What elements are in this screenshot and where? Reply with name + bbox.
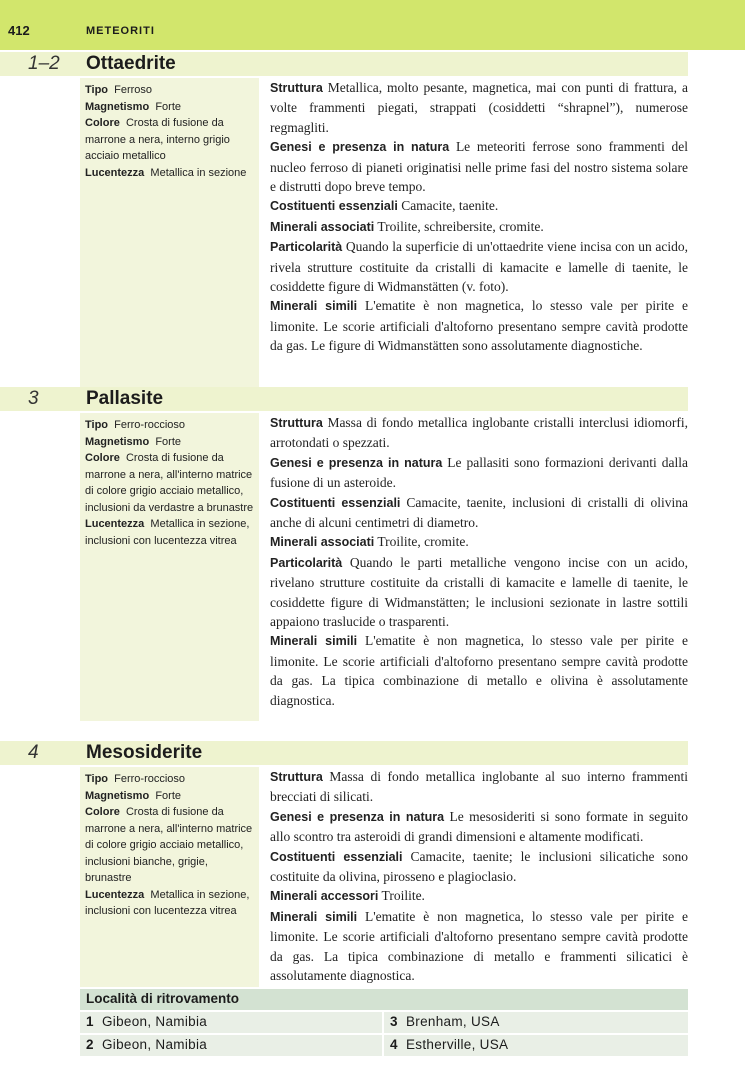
desc-particolarita: Particolarità Quando la superficie di un'ottaedrite viene incisa con un acido, rivela strutture costituite da cristalli di kamacite e lamelle di taenite, le cosiddette figure di Widmanstätten (v. foto). [270,239,688,295]
localities-heading: Località di ritrovamento [80,989,688,1010]
desc-minerali-simili: Minerali simili L'ematite è non magnetica, lo stesso vale per pirite e limonite. Le scorie artificiali d'altoforno presentano sempre cavità prodotte da gas. La tipica combinazione di metallo e olivina è assolutamente diagnostica. [270,633,689,708]
prop-magnetismo: Magnetismo Forte [85,435,181,448]
localities-row [80,1035,688,1056]
prop-magnetismo: Magnetismo Forte [85,789,181,802]
desc-minerali-associati: Minerali associati Troilite, schreibersite, cromite. [270,218,544,234]
desc-particolarita: Particolarità Quando le parti metalliche vengono incise con un acido, rivelano strutture costituite da cristalli di kamacite e lamelle di taenite, le cosiddette figure di Widmanstätten; le inclusioni sezionate in lastre sottili appaiono traslucide o trasparenti. [270,554,689,630]
desc-genesi: Genesi e presenza in natura Le pallasiti sono formazioni derivanti dalla fusione di un asteroide. [270,454,688,491]
desc-minerali-simili: Minerali simili L'ematite è non magnetica, lo stesso vale per pirite e limonite. Le scorie artificiali d'altoforno presentano sempre cavità prodotte da gas. Le figure di Widmanstätten sono assolutamente diagnostiche. [270,298,689,354]
desc-minerali-associati: Minerali associati Troilite, cromite. [270,534,469,550]
description [270,767,688,985]
section-header [0,741,688,765]
desc-costituenti: Costituenti essenziali Camacite, taenite, inclusioni di cristalli di olivina anche di alcuni centimetri di diametro. [270,494,688,531]
running-title: METEORITI [86,25,155,37]
desc-struttura: Struttura Metallica, molto pesante, magnetica, mai con punti di frattura, a volte frammenti piegati, strappati (cosiddetti “shrapnel”), numerose regmagliti. [270,80,688,135]
desc-minerali-accessori: Minerali accessori Troilite. [270,888,425,904]
locality-item: 4 Estherville, USA [384,1035,688,1056]
description [270,78,688,356]
prop-magnetismo: Magnetismo Forte [85,100,181,113]
running-header [0,0,745,50]
prop-lucentezza: Lucentezza Metallica in sezione [85,166,247,179]
section-header [0,387,688,411]
desc-struttura: Struttura Massa di fondo metallica inglobante cristalli interclusi idiomorfi, arrotondati o spezzati. [270,415,689,451]
locality-item: 1 Gibeon, Namibia [80,1012,382,1033]
description [270,413,688,710]
section-number: 4 [28,742,39,763]
desc-costituenti: Costituenti essenziali Camacite, taenite. [270,198,499,214]
prop-lucentezza: Lucentezza Metallica in sezione, inclusioni con lucentezza vitrea [85,888,250,917]
prop-tipo: Tipo Ferro-roccioso [85,419,186,431]
section-title: Mesosiderite [86,742,203,763]
prop-tipo: Tipo Ferro-roccioso [85,773,186,785]
desc-genesi: Genesi e presenza in natura Le meteoriti ferrose sono frammenti del nucleo ferroso di pianeti originatisi nelle prime fasi del nostro sistema solare e distrutti dopo breve tempo. [270,139,688,195]
page-number: 412 [8,23,30,38]
locality-item: 3 Brenham, USA [384,1012,688,1033]
section-header [0,52,688,76]
properties-panel [80,78,259,388]
section-title: Pallasite [86,388,164,409]
section-number: 1–2 [28,53,60,74]
localities-row [80,1012,688,1033]
prop-colore: Colore Crosta di fusione da marrone a nera, all'interno matrice di colore grigio acciaio metallico, inclusioni bianche, grigie, brunastre [85,806,253,884]
desc-struttura: Struttura Massa di fondo metallica inglobante al suo interno frammenti brecciati di silicati. [270,769,688,805]
properties-panel [80,413,259,721]
desc-costituenti: Costituenti essenziali Camacite, taenite; le inclusioni silicatiche sono costituite da olivina, pirosseno e plagioclasio. [270,848,688,885]
desc-minerali-simili: Minerali simili L'ematite è non magnetica, lo stesso vale per pirite e limonite. Le scorie artificiali d'altoforno presentano sempre cavità prodotte da gas. La tipica combinazione di metallo e frammenti silicatici è assolutamente diagnostica. [270,908,689,984]
prop-colore: Colore Crosta di fusione da marrone a nera, interno grigio acciaio metallico [85,117,230,162]
prop-colore: Colore Crosta di fusione da marrone a nera, all'interno matrice di colore grigio acciaio metallico, inclusioni da verdastre a brunastre [85,452,254,514]
section-number: 3 [28,388,39,409]
desc-genesi: Genesi e presenza in natura Le mesosideriti si sono formate in seguito allo scontro tra asteroidi di grandi dimensioni e altamente modificati. [270,808,688,845]
prop-tipo: Tipo Ferroso [85,84,153,96]
locality-item: 2 Gibeon, Namibia [80,1035,382,1056]
section-title: Ottaedrite [86,53,176,74]
prop-lucentezza: Lucentezza Metallica in sezione, inclusioni con lucentezza vitrea [85,518,250,547]
properties-panel [80,767,259,987]
